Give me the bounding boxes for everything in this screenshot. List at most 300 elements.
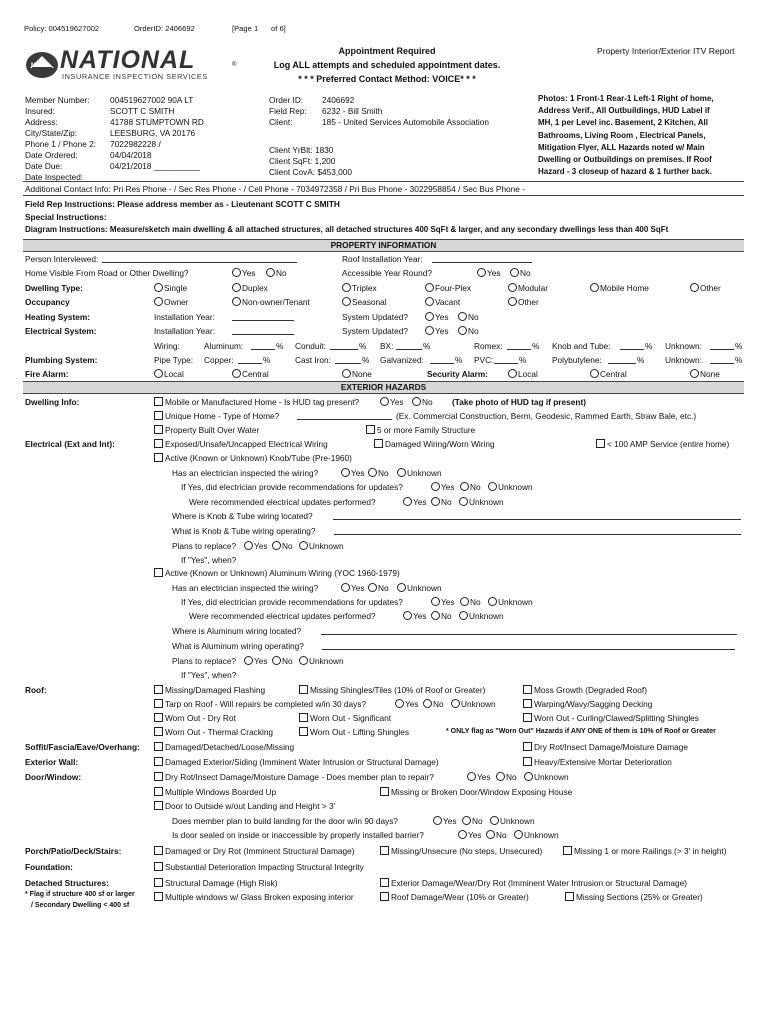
checkbox-icon <box>154 453 163 462</box>
detached-label: Detached Structures: <box>25 878 109 888</box>
detached-missing-check[interactable] <box>565 892 703 902</box>
detached-windows-check[interactable] <box>154 892 354 902</box>
member-labels <box>25 95 96 183</box>
option-label: Moss Growth (Degraded Roof) <box>534 685 647 695</box>
romex-label: Romex: <box>474 341 503 351</box>
yes-label: Yes <box>487 268 501 278</box>
roof-tarp-yes[interactable] <box>395 699 419 709</box>
photo-line: Photos: 1 Front-1 Rear-1 Left-1 Right of home, <box>538 94 714 103</box>
photo-instructions <box>538 93 714 178</box>
poly-pct-field[interactable] <box>608 355 636 364</box>
no-label: No <box>506 772 517 782</box>
knob-pct-field[interactable] <box>620 341 644 350</box>
radio-icon <box>154 369 163 378</box>
checkbox-icon <box>299 727 308 736</box>
over-water-check[interactable] <box>154 425 259 435</box>
castiron-pct-field[interactable] <box>335 355 361 364</box>
option-label: Exposed/Unsafe/Uncapped Electrical Wiring <box>165 439 328 449</box>
option-label: None <box>352 369 372 379</box>
occupancy-vacant[interactable] <box>425 297 460 307</box>
checkbox-icon <box>523 685 532 694</box>
option-label: Duplex <box>242 283 268 293</box>
dwelling-modular[interactable] <box>508 283 548 293</box>
dwelling-duplex[interactable] <box>232 283 268 293</box>
exterior-wall-label: Exterior Wall: <box>25 757 79 767</box>
porch-railings-check[interactable] <box>563 846 727 856</box>
no-label: No <box>422 397 433 407</box>
page-total: of 6] <box>271 24 286 33</box>
roof-significant-check[interactable] <box>299 713 391 723</box>
detached-note-2: / Secondary Dwelling < 400 sf <box>31 902 130 909</box>
broken-door-check[interactable] <box>380 787 572 797</box>
unknown-pct-field[interactable] <box>710 341 734 350</box>
radio-icon <box>490 816 499 825</box>
bx-pct-field[interactable] <box>396 341 422 350</box>
kt-replace-question: Plans to replace? <box>172 541 237 551</box>
yes-label: Yes <box>435 312 449 322</box>
option-label: Worn Out - Curling/Clawed/Splitting Shingles <box>534 713 699 723</box>
logo-name: NATIONAL <box>60 46 196 74</box>
radio-icon <box>342 369 351 378</box>
property-info-header: PROPERTY INFORMATION <box>23 239 744 252</box>
al-recommend-no[interactable] <box>460 597 481 607</box>
damaged-wiring-check[interactable] <box>374 439 495 449</box>
roof-lifting-check[interactable] <box>299 727 409 737</box>
unknown-label: Unknown <box>309 541 344 551</box>
client-sqft: Client SqFt: 1,200 <box>269 156 336 166</box>
radio-icon <box>341 583 350 592</box>
no-label: No <box>520 268 531 278</box>
home-visible-no[interactable] <box>266 268 287 278</box>
roof-missing-shingles-check[interactable] <box>299 685 485 695</box>
client-cova: Client CovA: $453,000 <box>269 167 353 177</box>
radio-icon <box>431 611 440 620</box>
option-label: Vacant <box>435 297 461 307</box>
unknown-label: Unknown <box>309 656 344 666</box>
option-label: Active (Known or Unknown) Knob/Tube (Pre-1960) <box>165 453 352 463</box>
door-sealed-no[interactable] <box>486 830 507 840</box>
checkbox-icon <box>374 439 383 448</box>
porch-damaged-check[interactable] <box>154 846 355 856</box>
order-label: Field Rep: <box>269 106 307 116</box>
radio-icon <box>299 656 308 665</box>
additional-contact: Additional Contact Info: Pri Res Phone - / Sec Res Phone - / Cell Phone - 7034972358 / Pri Bus Phone - 3022958854 / Sec Bus Phone - <box>25 184 525 194</box>
kt-location-field[interactable] <box>333 511 741 520</box>
option-label: Missing or Broken Door/Window Exposing House <box>391 787 573 797</box>
radio-icon <box>154 283 163 292</box>
photo-line: Address Verif., All Outbuildings, HUD Label if <box>538 106 710 116</box>
amp-service-check[interactable] <box>596 439 729 449</box>
occupancy-seasonal[interactable] <box>342 297 387 307</box>
unknown-pipe-field[interactable] <box>710 355 734 364</box>
radio-icon <box>488 597 497 606</box>
option-label: Local <box>518 369 538 379</box>
bx-label: BX: <box>380 341 394 351</box>
log-attempts: Log ALL attempts and scheduled appointment dates. <box>273 60 501 70</box>
unknown-label: Unknown <box>407 583 442 593</box>
five-family-check[interactable] <box>366 425 475 435</box>
yes-label: Yes <box>390 397 404 407</box>
checkbox-icon <box>380 787 389 796</box>
landing-plan-no[interactable] <box>462 816 483 826</box>
pipe-type-label: Pipe Type: <box>154 355 194 365</box>
kt-when-question: If "Yes", when? <box>181 555 237 565</box>
radio-icon <box>425 297 434 306</box>
radio-icon <box>244 541 253 550</box>
kt-inspected-yes[interactable] <box>341 468 365 478</box>
galvanized-pct-field[interactable] <box>430 355 454 364</box>
pct-sign: % <box>263 355 271 365</box>
kt-performed-no[interactable] <box>431 497 452 507</box>
order-id-value: 2406692 <box>322 95 355 105</box>
person-interviewed-label: Person Interviewed: <box>25 254 99 264</box>
door-sealed-yes[interactable] <box>458 830 482 840</box>
yes-label: Yes <box>351 468 365 478</box>
yes-label: Yes <box>242 268 256 278</box>
radio-icon <box>380 397 389 406</box>
option-label: Worn Out - Lifting Shingles <box>310 727 409 737</box>
mobile-home-check[interactable] <box>154 397 359 407</box>
option-label: Substantial Deterioration Impacting Structural Integrity <box>165 862 364 872</box>
appointment-required: Appointment Required <box>338 46 436 56</box>
logo-registered: ® <box>232 62 237 68</box>
roof-thermal-check[interactable] <box>154 727 273 737</box>
checkbox-icon <box>563 846 572 855</box>
checkbox-icon <box>523 713 532 722</box>
checkbox-icon <box>523 757 532 766</box>
kt-operating-field[interactable] <box>334 526 741 535</box>
kt-replace-unknown[interactable] <box>299 541 344 551</box>
pct-sign: % <box>637 355 645 365</box>
dwelling-triplex[interactable] <box>342 283 377 293</box>
landing-plan-yes[interactable] <box>433 816 457 826</box>
no-label: No <box>470 482 481 492</box>
radio-icon <box>272 656 281 665</box>
option-label: Single <box>164 283 188 293</box>
occupancy-owner[interactable] <box>154 297 188 307</box>
member-label: Date Due: <box>25 161 63 171</box>
yes-label: Yes <box>441 482 455 492</box>
member-label: Date Ordered: <box>25 150 78 160</box>
checkbox-icon <box>154 425 163 434</box>
pct-sign: % <box>455 355 463 365</box>
soffit-damaged-check[interactable] <box>154 742 294 752</box>
member-label: Insured: <box>25 106 55 116</box>
no-label: No <box>282 541 293 551</box>
al-performed-no[interactable] <box>431 611 452 621</box>
electrical-updated-yes[interactable] <box>425 326 449 336</box>
copper-label: Copper: <box>204 355 234 365</box>
porch-label: Porch/Patio/Deck/Stairs: <box>25 846 122 856</box>
radio-icon <box>403 497 412 506</box>
dwelling-info-label: Dwelling Info: <box>25 397 80 407</box>
exposed-wiring-check[interactable] <box>154 439 328 449</box>
al-recommend-unknown[interactable] <box>488 597 533 607</box>
logo-badge-text: NIIS <box>31 63 43 69</box>
kt-inspected-no[interactable] <box>368 468 389 478</box>
radio-icon <box>458 312 467 321</box>
fire-central[interactable] <box>232 369 269 379</box>
checkbox-icon <box>299 685 308 694</box>
door-repair-unknown[interactable] <box>524 772 569 782</box>
option-label: Triplex <box>352 283 377 293</box>
divider <box>23 181 744 182</box>
yes-label: Yes <box>413 611 427 621</box>
door-repair-no[interactable] <box>496 772 517 782</box>
option-label: Heavy/Extensive Mortar Deterioration <box>534 757 672 767</box>
accessible-yes[interactable] <box>477 268 501 278</box>
kt-location-question: Where is Knob & Tube wiring located? <box>172 511 313 521</box>
report-title: Property Interior/Exterior ITV Report <box>597 46 735 56</box>
roof-flashing-check[interactable] <box>154 685 265 695</box>
yes-label: Yes <box>443 816 457 826</box>
romex-pct-field[interactable] <box>507 341 531 350</box>
option-label: Roof Damage/Wear (10% or Greater) <box>391 892 529 902</box>
checkbox-icon <box>154 439 163 448</box>
checkbox-icon <box>380 846 389 855</box>
checkbox-icon <box>154 397 163 406</box>
radio-icon <box>690 369 699 378</box>
yes-label: Yes <box>254 656 268 666</box>
no-label: No <box>433 699 444 709</box>
option-label: Missing/Damaged Flashing <box>165 685 266 695</box>
yes-label: Yes <box>254 541 268 551</box>
detached-structural-check[interactable] <box>154 878 278 888</box>
fire-alarm-label: Fire Alarm: <box>25 369 69 379</box>
door-landing-check[interactable] <box>154 801 335 811</box>
door-dryrot-check[interactable] <box>154 772 434 782</box>
option-label: Property Built Over Water <box>165 425 260 435</box>
no-label: No <box>276 268 287 278</box>
exterior-hazards-header: EXTERIOR HAZARDS <box>23 381 744 394</box>
al-inspected-unknown[interactable] <box>397 583 442 593</box>
radio-icon <box>423 699 432 708</box>
al-replace-question: Plans to replace? <box>172 656 237 666</box>
security-local[interactable] <box>508 369 538 379</box>
radio-icon <box>458 830 467 839</box>
phone-numbers: 7022982228 / <box>110 139 161 149</box>
al-performed-yes[interactable] <box>403 611 427 621</box>
fire-none[interactable] <box>342 369 372 379</box>
kt-performed-yes[interactable] <box>403 497 427 507</box>
radio-icon <box>397 468 406 477</box>
checkbox-icon <box>154 878 163 887</box>
occupancy-label: Occupancy <box>25 297 70 307</box>
divider <box>23 195 744 196</box>
option-label: Door to Outside w/out Landing and Height > 3' <box>165 801 336 811</box>
electrical-ext-label: Electrical (Ext and Int): <box>25 439 115 449</box>
unique-home-check[interactable] <box>154 411 279 421</box>
conduit-pct-field[interactable] <box>330 341 358 350</box>
option-label: Active (Known or Unknown) Aluminum Wiring (YOC 1960-1979) <box>165 568 400 578</box>
knob-tube-check[interactable] <box>154 453 352 463</box>
no-label: No <box>282 656 293 666</box>
roof-tarp-unknown[interactable] <box>451 699 496 709</box>
al-inspected-yes[interactable] <box>341 583 365 593</box>
no-label: No <box>496 830 507 840</box>
al-replace-unknown[interactable] <box>299 656 344 666</box>
roof-curling-check[interactable] <box>523 713 699 723</box>
option-label: Owner <box>164 297 189 307</box>
option-label: Damaged/Detached/Loose/Missing <box>165 742 295 752</box>
roof-dryrot-check[interactable] <box>154 713 236 723</box>
wiring-label: Wiring: <box>154 341 180 351</box>
roof-year-field[interactable] <box>432 254 532 263</box>
option-label: Structural Damage (High Risk) <box>165 878 278 888</box>
soffit-dryrot-check[interactable] <box>523 742 688 752</box>
radio-icon <box>232 283 241 292</box>
pvc-pct-field[interactable] <box>494 355 518 364</box>
hud-no[interactable] <box>412 397 433 407</box>
roof-moss-check[interactable] <box>523 685 647 695</box>
pct-sign: % <box>645 341 653 351</box>
kt-inspected-unknown[interactable] <box>397 468 442 478</box>
radio-icon <box>690 283 699 292</box>
kt-replace-yes[interactable] <box>244 541 268 551</box>
checkbox-icon <box>154 772 163 781</box>
wall-siding-check[interactable] <box>154 757 439 767</box>
diagram-instructions: Diagram Instructions: Measure/sketch main dwelling & all attached structures, all detached structures 400 SqFt & larger, and any secondary dwellings less than 400 SqFt <box>25 225 669 234</box>
heating-updated-no[interactable] <box>458 312 479 322</box>
landing-plan-unknown[interactable] <box>490 816 535 826</box>
al-replace-yes[interactable] <box>244 656 268 666</box>
kt-inspected-question: Has an electrician inspected the wiring? <box>172 468 319 478</box>
al-operating-field[interactable] <box>322 641 735 650</box>
al-performed-unknown[interactable] <box>459 611 504 621</box>
checkbox-icon <box>154 862 163 871</box>
insured-name: SCOTT C SMITH <box>110 106 175 116</box>
kt-recommend-unknown[interactable] <box>488 482 533 492</box>
yes-label: Yes <box>468 830 482 840</box>
kt-performed-unknown[interactable] <box>459 497 504 507</box>
al-performed-question: Were recommended electrical updates performed? <box>189 611 376 621</box>
fire-local[interactable] <box>154 369 184 379</box>
foundation-check[interactable] <box>154 862 364 872</box>
radio-icon <box>397 583 406 592</box>
occupancy-other[interactable] <box>508 297 539 307</box>
copper-pct-field[interactable] <box>238 355 262 364</box>
heating-install-field[interactable] <box>232 312 294 321</box>
security-central[interactable] <box>590 369 627 379</box>
address: 41788 STUMPTOWN RD <box>110 117 204 127</box>
option-label: Four-Plex <box>435 283 471 293</box>
accessible-no[interactable] <box>510 268 531 278</box>
kt-recommend-yes[interactable] <box>431 482 455 492</box>
unknown-label: Unknown <box>461 699 496 709</box>
radio-icon <box>272 541 281 550</box>
policy-number: Policy: 004519627002 <box>24 24 100 33</box>
dwelling-mobile[interactable] <box>590 283 649 293</box>
option-label: Missing Sections (25% or Greater) <box>576 892 703 902</box>
no-label: No <box>468 312 479 322</box>
detached-exterior-check[interactable] <box>380 878 687 888</box>
dwelling-fourplex[interactable] <box>425 283 471 293</box>
member-label: Member Number: <box>25 95 90 105</box>
radio-icon <box>486 830 495 839</box>
radio-icon <box>508 297 517 306</box>
aluminum-pct-field[interactable] <box>251 341 275 350</box>
al-inspected-no[interactable] <box>368 583 389 593</box>
radio-icon <box>395 699 404 708</box>
accessible-label: Accessible Year Round? <box>342 268 432 278</box>
electrical-updated-no[interactable] <box>458 326 479 336</box>
wall-mortar-check[interactable] <box>523 757 672 767</box>
member-number: 004519627002 90A LT <box>110 95 194 105</box>
door-sealed-unknown[interactable] <box>514 830 559 840</box>
radio-icon <box>154 297 163 306</box>
option-label: Damaged or Dry Rot (Imminent Structural Damage) <box>165 846 355 856</box>
option-label: Central <box>600 369 627 379</box>
unique-home-field[interactable] <box>297 411 392 420</box>
member-values <box>110 95 204 172</box>
checkbox-icon <box>154 713 163 722</box>
poly-label: Polybutylene: <box>552 355 602 365</box>
door-sealed-question: Is door sealed on inside or inaccessible by properly installed barrier? <box>172 830 424 840</box>
galvanized-label: Galvanized: <box>380 355 424 365</box>
option-label: Missing/Unsecure (No steps, Unsecured) <box>391 846 543 856</box>
radio-icon <box>460 597 469 606</box>
member-label: Date Inspected: <box>25 172 84 182</box>
kt-replace-no[interactable] <box>272 541 293 551</box>
electrical-install-field[interactable] <box>232 326 294 335</box>
roof-worn-note: * ONLY flag as "Worn Out" Hazards if ANY ONE of them is 10% of Roof or Greater <box>446 728 716 735</box>
radio-icon <box>460 482 469 491</box>
al-replace-no[interactable] <box>272 656 293 666</box>
plumbing-label: Plumbing System: <box>25 355 98 365</box>
hud-yes[interactable] <box>380 397 404 407</box>
home-visible-yes[interactable] <box>232 268 256 278</box>
al-when-field[interactable] <box>243 670 663 678</box>
al-inspected-question: Has an electrician inspected the wiring? <box>172 583 319 593</box>
roof-tarp-no[interactable] <box>423 699 444 709</box>
security-none[interactable] <box>690 369 720 379</box>
dwelling-other[interactable] <box>690 283 721 293</box>
heating-updated-yes[interactable] <box>425 312 449 322</box>
kt-performed-question: Were recommended electrical updates performed? <box>189 497 376 507</box>
option-label: Warping/Wavy/Sagging Decking <box>534 699 653 709</box>
radio-icon <box>590 283 599 292</box>
pvc-label: PVC: <box>474 355 494 365</box>
dwelling-single[interactable] <box>154 283 187 293</box>
roof-warping-check[interactable] <box>523 699 652 709</box>
option-label: Local <box>164 369 184 379</box>
al-location-field[interactable] <box>321 626 737 635</box>
person-interviewed-field[interactable] <box>102 254 297 263</box>
radio-icon <box>590 369 599 378</box>
radio-icon <box>451 699 460 708</box>
order-values <box>322 95 489 128</box>
door-repair-yes[interactable] <box>467 772 491 782</box>
al-operating-question: What is Aluminum wiring operating? <box>172 641 304 651</box>
radio-icon <box>514 830 523 839</box>
radio-icon <box>232 268 241 277</box>
checkbox-icon <box>154 568 163 577</box>
porch-missing-check[interactable] <box>380 846 542 856</box>
client-stats <box>269 145 352 178</box>
kt-when-field[interactable] <box>243 555 663 563</box>
boarded-windows-check[interactable] <box>154 787 276 797</box>
aluminum-wiring-check[interactable] <box>154 568 400 578</box>
detached-roof-check[interactable] <box>380 892 529 902</box>
occupancy-tenant[interactable] <box>232 297 310 307</box>
pct-sign: % <box>735 341 743 351</box>
roof-tarp-check[interactable] <box>154 699 366 709</box>
checkbox-icon <box>154 411 163 420</box>
kt-recommend-no[interactable] <box>460 482 481 492</box>
radio-icon <box>510 268 519 277</box>
al-recommend-yes[interactable] <box>431 597 455 607</box>
yes-label: Yes <box>413 497 427 507</box>
